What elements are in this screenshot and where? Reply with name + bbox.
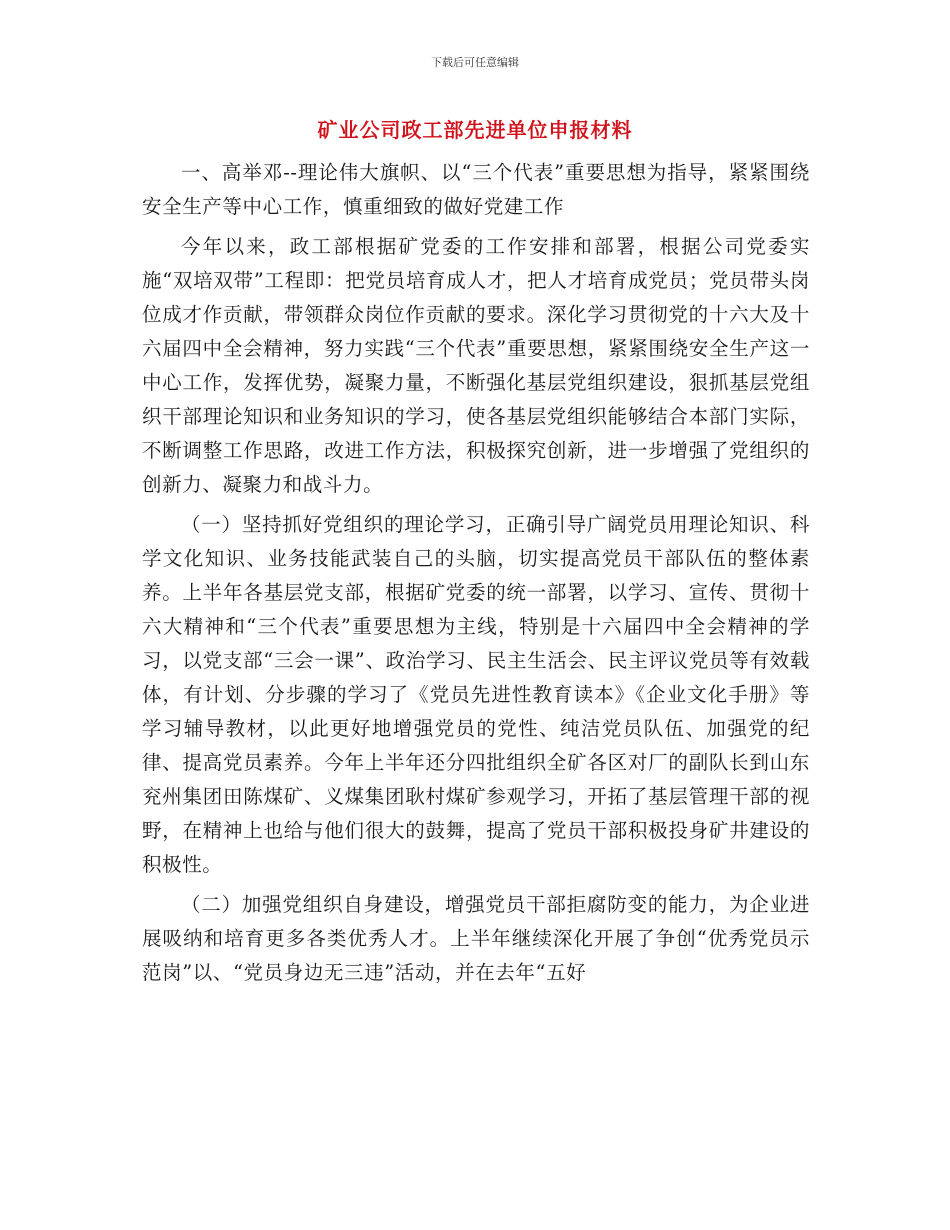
paragraph-theory-study: （一）坚持抓好党组织的理论学习，正确引导广阔党员用理论知识、科学文化知识、业务技能武装自己的头脑，切实提高党员干部队伍的整体素养。上半年各基层党支部，根据矿党委的统一部署，以学习、宣传、贯彻十六大精神和“三个代表”重要思想为主线，特别是十六届四中全会精神的学习，以党支部“三会一课”、政治学习、民主生活会、民主评议党员等有效载体，有计划、分步骤的学习了《党员先进性教育读本》《企业文化手册》等学习辅导教材，以此更好地增强党员的党性、纯洁党员队伍、加强党的纪律、提高党员素养。今年上半年还分四批组织全矿各区对厂的副队长到山东兖州集团田陈煤矿、义煤集团耿村煤矿参观学习，开拓了基层管理干部的视野，在精神上也给与他们很大的鼓舞，提高了党员干部积极投身矿井建设的积极性。 [142, 513, 810, 876]
document-title: 矿业公司政工部先进单位申报材料 [317, 118, 633, 142]
document-body [142, 156, 810, 996]
paragraph-intro: 今年以来，政工部根据矿党委的工作安排和部署，根据公司党委实施“双培双带”工程即：把党员培育成人才，把人才培育成党员；党员带头岗位成才作贡献，带领群众岗位作贡献的要求。深化学习贯彻党的十六大及十六届四中全会精神，努力实践“三个代表”重要思想，紧紧围绕安全生产这一中心工作，发挥优势，凝聚力量，不断强化基层党组织建设，狠抓基层党组织干部理论知识和业务知识的学习，使各基层党组织能够结合本部门实际，不断调整工作思路，改进工作方法，积极探究创新，进一步增强了党组织的创新力、凝聚力和战斗力。 [142, 235, 810, 496]
header-note: 下载后可任意编辑 [431, 56, 519, 69]
paragraph-self-building: （二）加强党组织自身建设，增强党员干部拒腐防变的能力，为企业进展吸纳和培育更多各类优秀人才。上半年继续深化开展了争创“优秀党员示范岗”以、“党员身边无三违”活动，并在去年“五好 [142, 893, 810, 984]
paragraph-section-heading: 一、高举邓--理论伟大旗帜、以“三个代表”重要思想为指导，紧紧围绕安全生产等中心工作，慎重细致的做好党建工作 [142, 161, 810, 218]
